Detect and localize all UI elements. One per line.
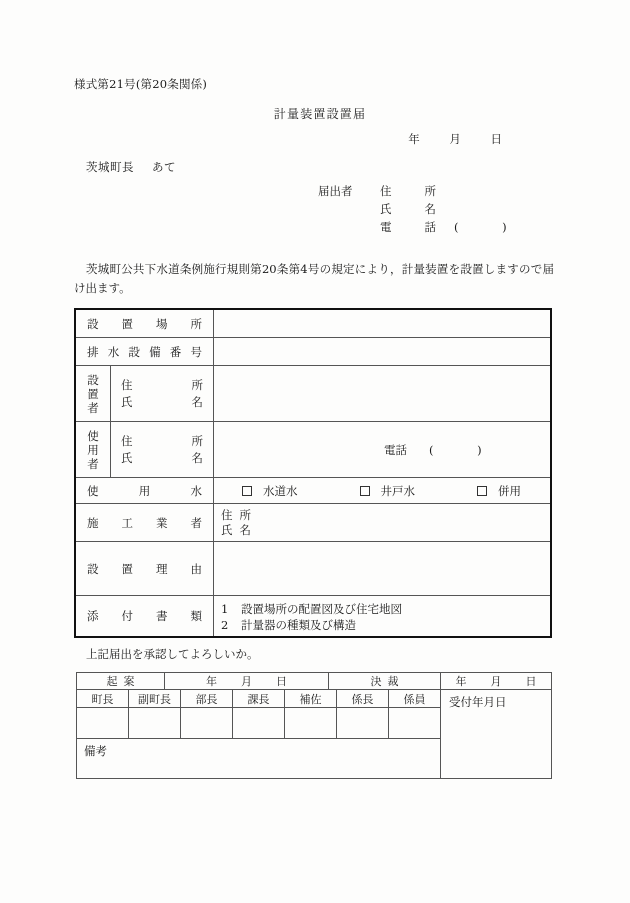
approval-body <box>77 690 551 778</box>
label-installer-name: 氏 名 <box>121 394 203 409</box>
signature-grid <box>77 690 441 778</box>
signature-header-section-chief: 課長 <box>233 690 285 707</box>
water-type-options <box>214 478 550 503</box>
receipt-date-cell[interactable] <box>441 690 551 778</box>
user-phone-label: 電話 <box>384 442 407 457</box>
intro-paragraph: 茨城町公共下水道条例施行規則第20条第4号の規定により，計量装置を設置しますので届け出ます。 <box>74 262 554 295</box>
signature-header-mayor: 町長 <box>77 690 129 707</box>
submitter-address-row <box>318 183 527 201</box>
addressee <box>86 159 176 175</box>
input-reason[interactable] <box>214 542 550 595</box>
signature-stamp-row <box>77 708 440 739</box>
label-user: 使 用 者 <box>76 422 111 477</box>
attachments-list <box>214 596 550 636</box>
input-user[interactable] <box>214 422 550 477</box>
label-installation-place: 設 置 場 所 <box>76 310 214 337</box>
label-installer-address: 住 所 <box>121 377 203 392</box>
submitter-phone-label: 電 話 <box>380 220 436 234</box>
approval-question: 上記届出を承認してよろしいか。 <box>86 647 259 661</box>
row-installation-place <box>76 310 550 338</box>
user-phone-field <box>384 442 502 458</box>
label-installer-fields <box>111 366 214 421</box>
main-form-table <box>74 308 552 638</box>
submitter-name-label: 氏 名 <box>380 202 436 216</box>
signature-header-director: 部長 <box>181 690 233 707</box>
checkbox-icon[interactable] <box>242 486 252 496</box>
label-draft: 起案 <box>77 673 165 689</box>
signature-header-assistant: 補佐 <box>285 690 337 707</box>
user-phone-parenthesis: ( ) <box>429 442 502 457</box>
submitter-block <box>318 183 527 237</box>
input-installation-place[interactable] <box>214 310 550 337</box>
label-installer: 設 置 者 <box>76 366 111 421</box>
label-decision: 決裁 <box>329 673 441 689</box>
submitter-name-row <box>318 201 527 219</box>
label-water-type: 使 用 水 <box>76 478 214 503</box>
label-reason: 設 置 理 由 <box>76 542 214 595</box>
date-year-label: 年 <box>408 132 420 146</box>
decision-date-field[interactable]: 年 月 日 <box>455 675 537 688</box>
signature-cell-staff[interactable] <box>389 708 440 738</box>
label-user-name: 氏 名 <box>121 450 203 465</box>
label-builder: 施 工 業 者 <box>76 504 214 541</box>
submission-date-line <box>0 131 630 147</box>
row-installer <box>76 366 550 422</box>
submitter-address-label: 住 所 <box>380 184 436 198</box>
label-user-address: 住 所 <box>121 433 203 448</box>
date-month-label: 月 <box>449 132 461 146</box>
approval-table <box>76 672 552 779</box>
signature-cell-section-chief[interactable] <box>233 708 285 738</box>
draft-date-field[interactable]: 年 月 日 <box>165 673 329 689</box>
addressee-suffix: あて <box>152 160 176 174</box>
row-water-type <box>76 478 550 504</box>
input-builder[interactable] <box>214 504 550 541</box>
signature-header-subsection-chief: 係長 <box>337 690 389 707</box>
row-builder <box>76 504 550 542</box>
row-user <box>76 422 550 478</box>
row-drainage-number <box>76 338 550 366</box>
input-installer[interactable] <box>214 366 550 421</box>
submitter-phone-parenthesis: ( ) <box>454 220 527 234</box>
checkbox-combined-water[interactable]: 併用 <box>477 483 521 499</box>
attachment-item: 2 計量器の種類及び構造 <box>221 618 356 632</box>
attachment-item: 1 設置場所の配置図及び住宅地図 <box>221 602 402 616</box>
submitter-label: 届出者 <box>318 184 353 198</box>
label-remarks: 備考 <box>84 744 107 758</box>
signature-cell-mayor[interactable] <box>77 708 129 738</box>
label-builder-name: 氏 名 <box>221 523 251 537</box>
date-day-label: 日 <box>490 132 502 146</box>
signature-header-staff: 係員 <box>403 692 426 706</box>
form-number: 様式第21号(第20条関係) <box>74 77 208 91</box>
addressee-name: 茨城町長 <box>86 160 134 174</box>
checkbox-icon[interactable] <box>360 486 370 496</box>
row-attachments <box>76 596 550 636</box>
document-title: 計量装置設置届 <box>273 107 367 121</box>
signature-cell-assistant[interactable] <box>285 708 337 738</box>
approval-header-row <box>77 673 551 690</box>
checkbox-tap-water[interactable]: 水道水 <box>242 483 298 499</box>
label-drainage-number: 排 水 設 備 番 号 <box>76 338 214 365</box>
signature-header-deputy-mayor: 副町長 <box>129 690 181 707</box>
submitter-phone-row <box>318 219 527 237</box>
row-reason <box>76 542 550 596</box>
label-receipt-date: 受付年月日 <box>449 695 507 709</box>
signature-cell-subsection-chief[interactable] <box>337 708 389 738</box>
label-user-fields <box>111 422 214 477</box>
input-drainage-number[interactable] <box>214 338 550 365</box>
signature-header-row <box>77 690 440 708</box>
checkbox-icon[interactable] <box>477 486 487 496</box>
label-builder-address: 住 所 <box>221 508 251 522</box>
signature-cell-director[interactable] <box>181 708 233 738</box>
checkbox-well-water[interactable]: 井戸水 <box>360 483 416 499</box>
signature-cell-deputy-mayor[interactable] <box>129 708 181 738</box>
label-attachments: 添 付 書 類 <box>76 596 214 636</box>
remarks-cell[interactable] <box>77 739 440 778</box>
